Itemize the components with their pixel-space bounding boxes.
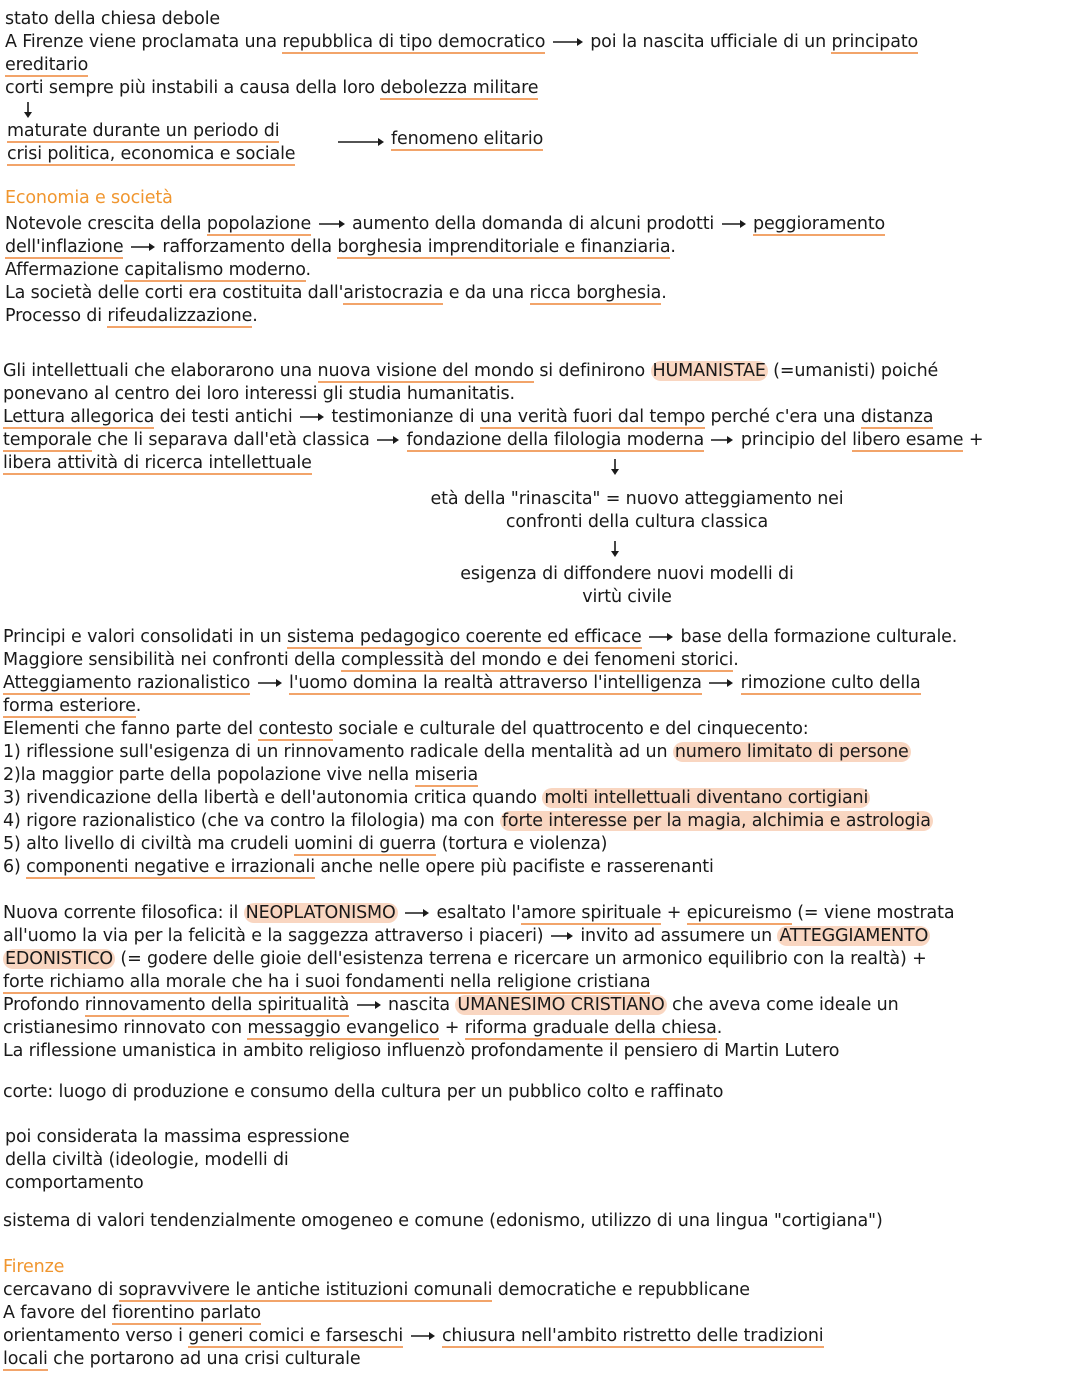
list-item: 2)la maggior parte della popolazione vive nella miseria xyxy=(3,765,479,785)
line: poi considerata la massima espressione xyxy=(5,1127,350,1147)
line: Gli intellettuali che elaborarono una nuova visione del mondo si definirono HUMANISTAE (=umanisti) poiché xyxy=(3,361,939,381)
arrow-down-icon xyxy=(22,101,34,119)
line: comportamento xyxy=(5,1173,144,1193)
line: ponevano al centro dei loro interessi gli studia humanitatis. xyxy=(3,384,515,404)
line: A favore del fiorentino parlato xyxy=(3,1303,261,1323)
line: maturate durante un periodo di xyxy=(7,121,280,141)
line: all'uomo la via per la felicità e la saggezza attraverso i piaceri) invito ad assumere un ATTEGGIAMENTO xyxy=(3,926,929,946)
arrow-right-icon xyxy=(647,632,675,642)
line: libera attività di ricerca intellettuale xyxy=(3,453,312,473)
list-item: 4) rigore razionalistico (che va contro la filologia) ma con forte interesse per la magia, alchimia e astrologia xyxy=(3,811,931,831)
line: crisi politica, economica e sociale xyxy=(7,144,296,164)
arrow-down-icon xyxy=(609,458,621,476)
arrow-right-icon xyxy=(720,219,748,229)
line: Lettura allegorica dei testi antichi testimonianze di una verità fuori dal tempo perché c'era una distanza xyxy=(3,407,934,427)
arrow-right-icon xyxy=(709,435,735,445)
line: Elementi che fanno parte del contesto sociale e culturale del quattrocento e del cinquecento: xyxy=(3,719,809,739)
line: Maggiore sensibilità nei confronti della complessità del mondo e dei fenomeni storici. xyxy=(3,650,739,670)
line: forma esteriore. xyxy=(3,696,142,716)
line: Processo di rifeudalizzazione. xyxy=(5,306,258,326)
line: ereditario xyxy=(5,55,89,75)
arrow-right-icon xyxy=(707,678,735,688)
list-item: 5) alto livello di civiltà ma crudeli uomini di guerra (tortura e violenza) xyxy=(3,834,608,854)
center-line: età della "rinascita" = nuovo atteggiamento nei xyxy=(430,489,844,509)
line: Nuova corrente filosofica: il NEOPLATONISMO esaltato l'amore spirituale + epicureismo (= viene mostrata xyxy=(3,903,955,923)
list-item: 3) rivendicazione della libertà e dell'autonomia critica quando molti intellettuali diventano cortigiani xyxy=(3,788,869,808)
line: Affermazione capitalismo moderno. xyxy=(5,260,311,280)
arrow-right-icon xyxy=(129,242,157,252)
arrow-right-icon xyxy=(317,219,347,229)
line: cristianesimo rinnovato con messaggio evangelico + riforma graduale della chiesa. xyxy=(3,1018,723,1038)
line: sistema di valori tendenzialmente omogeneo e comune (edonismo, utilizzo di una lingua "cortigiana") xyxy=(3,1211,883,1231)
arrow-right-icon xyxy=(355,1000,383,1010)
line: corte: luogo di produzione e consumo della cultura per un pubblico colto e raffinato xyxy=(3,1082,724,1102)
arrow-right-icon xyxy=(298,412,326,422)
line: forte richiamo alla morale che ha i suoi fondamenti nella religione cristiana xyxy=(3,972,651,992)
line: temporale che li separava dall'età classica fondazione della filologia moderna principio del libero esame + xyxy=(3,430,984,450)
line: Atteggiamento razionalistico l'uomo domina la realtà attraverso l'intelligenza rimozione culto della xyxy=(3,673,921,693)
line: La società delle corti era costituita dall'aristocrazia e da una ricca borghesia. xyxy=(5,283,667,303)
arrow-right-icon xyxy=(336,137,386,147)
line: Notevole crescita della popolazione aumento della domanda di alcuni prodotti peggioramento xyxy=(5,214,886,234)
section-heading: Economia e società xyxy=(5,188,173,208)
line: locali che portarono ad una crisi culturale xyxy=(3,1349,361,1369)
arrow-right-icon xyxy=(256,678,284,688)
line: stato della chiesa debole xyxy=(5,9,221,29)
list-item: 1) riflessione sull'esigenza di un rinnovamento radicale della mentalità ad un numero limitato di persone xyxy=(3,742,909,762)
arrow-right-icon xyxy=(375,435,401,445)
line: corti sempre più instabili a causa della loro debolezza militare xyxy=(5,78,539,98)
line: cercavano di sopravvivere le antiche istituzioni comunali democratiche e repubblicane xyxy=(3,1280,750,1300)
line: Principi e valori consolidati in un sistema pedagogico coerente ed efficace base della formazione culturale. xyxy=(3,627,958,647)
line: dell'inflazione rafforzamento della borghesia imprenditoriale e finanziaria. xyxy=(5,237,676,257)
center-line: esigenza di diffondere nuovi modelli di xyxy=(460,564,794,584)
center-line: confronti della cultura classica xyxy=(505,512,769,532)
arrow-right-icon xyxy=(409,1331,437,1341)
arrow-right-icon xyxy=(403,908,431,918)
line: orientamento verso i generi comici e farseschi chiusura nell'ambito ristretto delle tradizioni xyxy=(3,1326,824,1346)
line: EDONISTICO (= godere delle gioie dell'esistenza terrena e ricercare un armonico equilibrio con la realtà) + xyxy=(5,949,927,969)
line: Profondo rinnovamento della spiritualità nascita UMANESIMO CRISTIANO che aveva come ideale un xyxy=(3,995,899,1015)
arrow-right-icon xyxy=(551,37,585,47)
arrow-right-icon xyxy=(549,931,575,941)
line: A Firenze viene proclamata una repubblica di tipo democratico poi la nascita ufficiale di un principato xyxy=(5,32,919,52)
center-line: virtù civile xyxy=(582,587,672,607)
line: La riflessione umanistica in ambito religioso influenzò profondamente il pensiero di Martin Lutero xyxy=(3,1041,840,1061)
line: della civiltà (ideologie, modelli di xyxy=(5,1150,289,1170)
line: fenomeno elitario xyxy=(391,129,544,149)
section-heading: Firenze xyxy=(3,1257,65,1277)
list-item: 6) componenti negative e irrazionali anche nelle opere più pacifiste e rasserenanti xyxy=(3,857,714,877)
arrow-down-icon xyxy=(609,540,621,558)
